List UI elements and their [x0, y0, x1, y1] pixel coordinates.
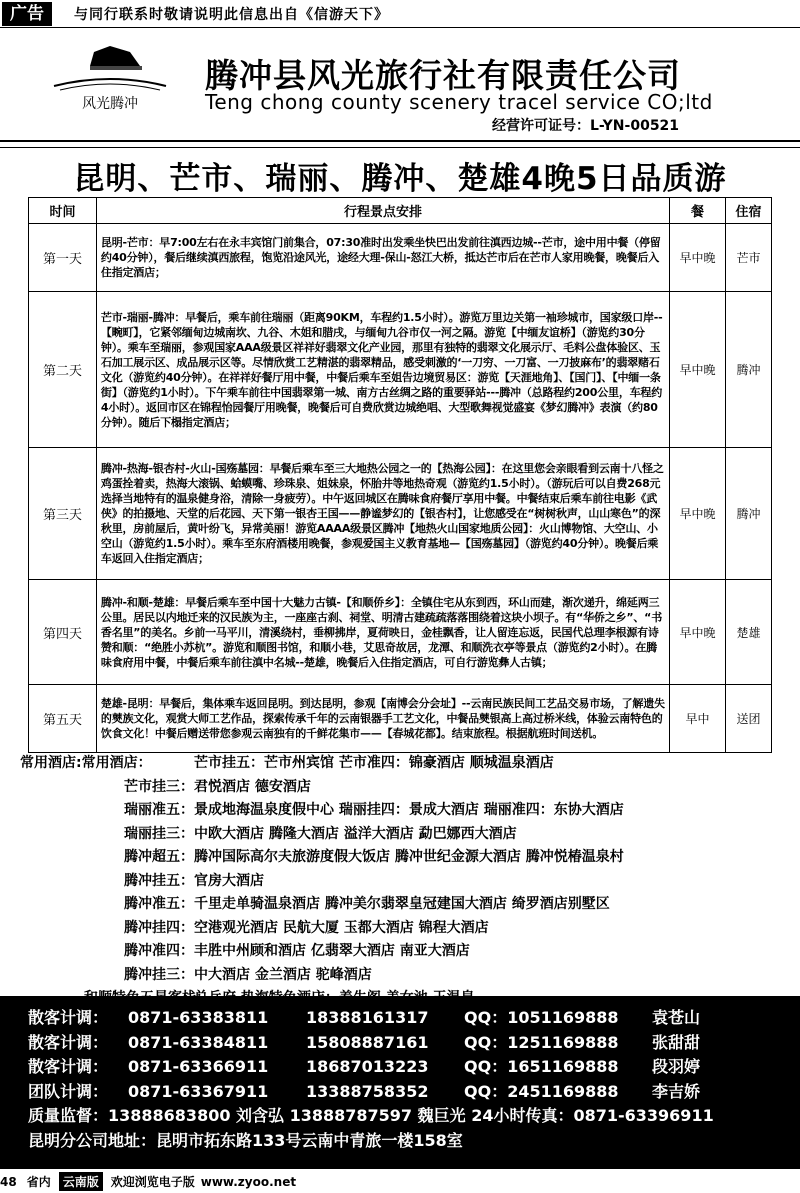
- itinerary-table: [28, 197, 772, 753]
- hotel-category: 腾冲准五：: [124, 896, 194, 912]
- day-hotel: 楚雄: [726, 580, 772, 685]
- hotel-category: 芒市挂三：: [124, 778, 194, 795]
- contact-qq: QQ：2451169888: [464, 1081, 619, 1101]
- contact-panel: [0, 996, 800, 1169]
- day-hotel: 腾冲: [726, 292, 772, 448]
- header-divider: [0, 140, 800, 148]
- table-row: [29, 685, 772, 753]
- list-item: [28, 823, 788, 847]
- contact-role: 散客计调：: [28, 1008, 109, 1027]
- contact-row: [28, 1055, 800, 1080]
- contact-phone: 0871-63383811: [128, 1008, 269, 1027]
- table-row: [29, 292, 772, 448]
- day-description: 芒市-瑞丽-腾冲：早餐后，乘车前往瑞丽（距离90KM，车程约1.5小时）。游览万里边关第一袖珍城市，国家级口岸--【畹町】，它紧邻缅甸边城南坎、九谷、木姐和腊戌，与缅甸九谷市仅一河之隔。游览【中缅友谊桥】（游览约30分钟）。乘车至瑞丽，参观国家AAA级景区祥祥好翡翠文化产业园，那里有独特的翡翠文化展示厅、毛料公盘体验区、玉石加工展示区、成品展示区等。尽情欣赏工艺精湛的翡翠精品，感受刺激的‘一刀穷、一刀富、一刀披麻布’的翡翠赌石文化（游览约40分钟）。在祥祥好餐厅用中餐，中餐后乘车至姐告边境贸易区：游览【天涯地角】、【国门】、【中缅一条街】（游览约1小时）。下午乘车前往中国翡翠第一城、南方古丝绸之路的重要驿站---腾冲（总路程约200公里，车程约4小时）。返回市区在锦程怡园餐厅用晚餐，晚餐后可自费欣赏边城绝唱、大型歌舞视觉盛宴《梦幻腾冲》表演（约80分钟）。随后下榻指定酒店；: [96, 292, 669, 448]
- hotel-category: 腾冲超五：: [124, 849, 194, 865]
- contact-role: 团队计调：: [28, 1081, 109, 1101]
- contact-qq: QQ：1251169888: [464, 1032, 619, 1052]
- day-hotel: 送团: [726, 685, 772, 753]
- hotel-category: 腾冲挂四：: [124, 919, 194, 936]
- hotel-names: 千里走单骑温泉酒店 腾冲美尔翡翠皇冠建国大酒店 绮罗酒店别墅区: [194, 896, 610, 912]
- contact-phone: 0871-63367911: [128, 1081, 269, 1101]
- day-meals: 早中: [670, 685, 726, 753]
- contact-mobile: 13388758352: [306, 1081, 429, 1101]
- list-item: [28, 846, 788, 870]
- source-notice: 与同行联系时敬请说明此信息出自《信游天下》: [74, 6, 389, 23]
- contact-phone: 0871-63384811: [128, 1032, 269, 1052]
- day-meals: 早中晚: [670, 292, 726, 448]
- section-label: 省内: [26, 1175, 51, 1189]
- hotel-names: 中欧大酒店 腾隆大酒店 溢洋大酒店 勐巴娜西大酒店: [194, 825, 517, 842]
- welcome-text: 欢迎浏览电子版: [110, 1175, 195, 1189]
- list-item: [28, 917, 788, 941]
- table-row: [29, 580, 772, 685]
- day-description: 楚雄-昆明：早餐后，集体乘车返回昆明。到达昆明，参观【南博会分会址】--云南民族民间工艺品交易市场，了解遗失的僰族文化，观赏大师工艺作品，探索传承千年的云南银器手工艺文化，中餐品僰银高上高过桥米线，体验云南特色的饮食文化！中餐后赠送带您参观云南独有的千鲜花集市——【春城花都】。结束旅程。根据航班时间送机。: [96, 685, 669, 753]
- list-item: [28, 776, 788, 800]
- contact-name: 段羽婷: [652, 1057, 701, 1076]
- hotel-names: 景成地海温泉度假中心 瑞丽挂四：景成大酒店 瑞丽准四：东协大酒店: [194, 802, 624, 818]
- day-label: 第五天: [29, 685, 97, 753]
- hotel-category: 瑞丽挂三：: [124, 825, 194, 842]
- day-meals: 早中晚: [670, 580, 726, 685]
- hotel-names: 空港观光酒店 民航大厦 玉都大酒店 锦程大酒店: [194, 919, 489, 936]
- hotel-names: 丰胜中州顾和酒店 亿翡翠大酒店 南亚大酒店: [194, 943, 470, 959]
- hotel-category: 瑞丽准五：: [124, 802, 194, 818]
- branch-address: 昆明分公司地址：昆明市拓东路133号云南中青旅一楼158室: [28, 1130, 463, 1150]
- day-label: 第四天: [29, 580, 97, 685]
- day-description: 昆明-芒市：早7:00左右在永丰宾馆门前集合，07:30准时出发乘坐快巴出发前往滇西边城--芒市，途中用中餐（停留约40分钟），餐后继续滇西旅程，饱览沿途风光，途经大理-保山-怒江大桥，抵达芒市后在芒市人家用晚餐，晚餐后入住指定酒店；: [96, 224, 669, 292]
- list-item: [20, 752, 788, 776]
- day-hotel: 腾冲: [726, 448, 772, 580]
- day-label: 第二天: [29, 292, 97, 448]
- company-logo: [50, 42, 170, 122]
- list-item: [28, 870, 788, 894]
- top-banner: [0, 0, 800, 28]
- page-number: 48: [0, 1174, 17, 1189]
- hotel-names: 芒市挂五：芒市州宾馆 芒市准四：锦豪酒店 顺城温泉酒店: [194, 755, 554, 771]
- logo-text: 风光腾冲: [82, 96, 138, 112]
- website-link[interactable]: www.zyoo.net: [200, 1174, 297, 1189]
- hotel-names: 腾冲国际高尔夫旅游度假大饭店 腾冲世纪金源大酒店 腾冲悦椿温泉村: [194, 849, 624, 865]
- col-schedule: 行程景点安排: [96, 198, 669, 224]
- list-item: [28, 964, 788, 988]
- list-item: [28, 893, 788, 917]
- logo-mountain-icon: [50, 42, 170, 122]
- company-name-en: Teng chong county scenery tracel service CO;ltd: [205, 90, 713, 114]
- hotel-category: 腾冲准四：: [124, 943, 194, 959]
- day-hotel: 芒市: [726, 224, 772, 292]
- contact-row: [28, 1031, 800, 1056]
- hotel-names: 君悦酒店 德安酒店: [194, 778, 311, 795]
- itinerary-header-row: [29, 198, 772, 224]
- day-meals: 早中晚: [670, 448, 726, 580]
- contact-mobile: 15808887161: [306, 1032, 429, 1052]
- contact-name: 张甜甜: [652, 1032, 701, 1052]
- day-description: 腾冲-热海-银杏村-火山-国殇墓园：早餐后乘车至三大地热公园之一的【热海公园】：在这里您会亲眼看到云南十八怪之鸡蛋拴着卖，热海大滚锅、蛤蟆嘴、珍珠泉、姐妹泉，怀胎井等地热奇观（游览约1.5小时）。（游玩后可以自费268元选择当地特有的温泉健身浴，清除一身疲劳）。中午返回城区在腾味食府餐厅享用中餐。中餐结束后乘车前往电影《武侠》的拍摄地、天堂的后花园、天下第一银杏王国——静谧梦幻的【银杏村】，让您感受在“树树秋声，山山寒色”的深秋里，房前屋后，黄叶纷飞，异常美丽！游览AAAA级景区腾冲【地热火山国家地质公园】：火山博物馆、大空山、小空山（游览约1.5小时）。乘车至东府酒楼用晚餐，参观爱国主义教育基地—【国殇墓园】（游览约40分钟）。晚餐后乘车返回入住指定酒店；: [96, 448, 669, 580]
- list-item: [28, 799, 788, 823]
- license-number: 经营许可证号：L-YN-00521: [492, 118, 680, 134]
- contact-row: [28, 1080, 800, 1105]
- edition-badge: 云南版: [59, 1172, 103, 1191]
- contact-role: 散客计调：: [28, 1032, 109, 1052]
- contact-mobile: 18388161317: [306, 1008, 429, 1027]
- contact-qq: QQ：1051169888: [464, 1008, 619, 1027]
- tour-headline: 昆明、芒市、瑞丽、腾冲、楚雄4晚5日品质游: [73, 161, 727, 197]
- contact-role: 散客计调：: [28, 1057, 109, 1076]
- table-row: [29, 448, 772, 580]
- contact-qq: QQ：1651169888: [464, 1057, 619, 1076]
- quality-supervision: 质量监督：13888683800 刘含弘 13888787597 魏巨光 24小时传真：0871-63396911: [28, 1106, 714, 1125]
- ad-label: 广告: [2, 2, 52, 26]
- hotel-names: 中大酒店 金兰酒店 驼峰酒店: [194, 966, 372, 983]
- hotel-list: [20, 752, 788, 1011]
- contact-phone: 0871-63366911: [128, 1057, 269, 1076]
- hotel-names: 官房大酒店: [194, 872, 264, 889]
- company-name-cn: 腾冲县风光旅行社有限责任公司: [205, 56, 681, 95]
- col-meal: 餐: [670, 198, 726, 224]
- day-meals: 早中晚: [670, 224, 726, 292]
- list-item: [28, 940, 788, 964]
- col-time: 时间: [29, 198, 97, 224]
- col-hotel: 住宿: [726, 198, 772, 224]
- contact-name: 李吉娇: [652, 1081, 701, 1101]
- day-label: 第三天: [29, 448, 97, 580]
- contact-name: 袁苍山: [652, 1008, 701, 1027]
- hotel-category: 腾冲挂三：: [124, 966, 194, 983]
- contact-mobile: 18687013223: [306, 1057, 429, 1076]
- day-description: 腾冲-和顺-楚雄：早餐后乘车至中国十大魅力古镇-【和顺侨乡】：全镇住宅从东到西，环山而建，渐次递升，绵延两三公里。居民以内地迁来的汉民族为主，一座座古刹、祠堂、明清古建疏疏落落围绕着这块小坝子。有“华侨之乡”、“书香名里”的美名。乡前一马平川，清溪绕村，垂柳拂岸，夏荷映日，金桂飘香，让人留连忘返，民国代总理李根源有诗赞和顺：“绝胜小苏杭”。游览和顺图书馆，和顺小巷，艾思奇故居，龙潭、和顺洗衣亭等景点（游览约2小时）。在腾味食府用中餐，中餐后乘车前往滇中名城--楚雄，晚餐后入住指定酒店，可自行游览彝人古镇；: [96, 580, 669, 685]
- contact-row: [28, 1006, 800, 1031]
- hotel-category: 腾冲挂五：: [124, 872, 194, 889]
- hotel-category: 常用酒店:常用酒店：: [20, 755, 152, 771]
- page-footer: [0, 1170, 800, 1193]
- day-label: 第一天: [29, 224, 97, 292]
- table-row: [29, 224, 772, 292]
